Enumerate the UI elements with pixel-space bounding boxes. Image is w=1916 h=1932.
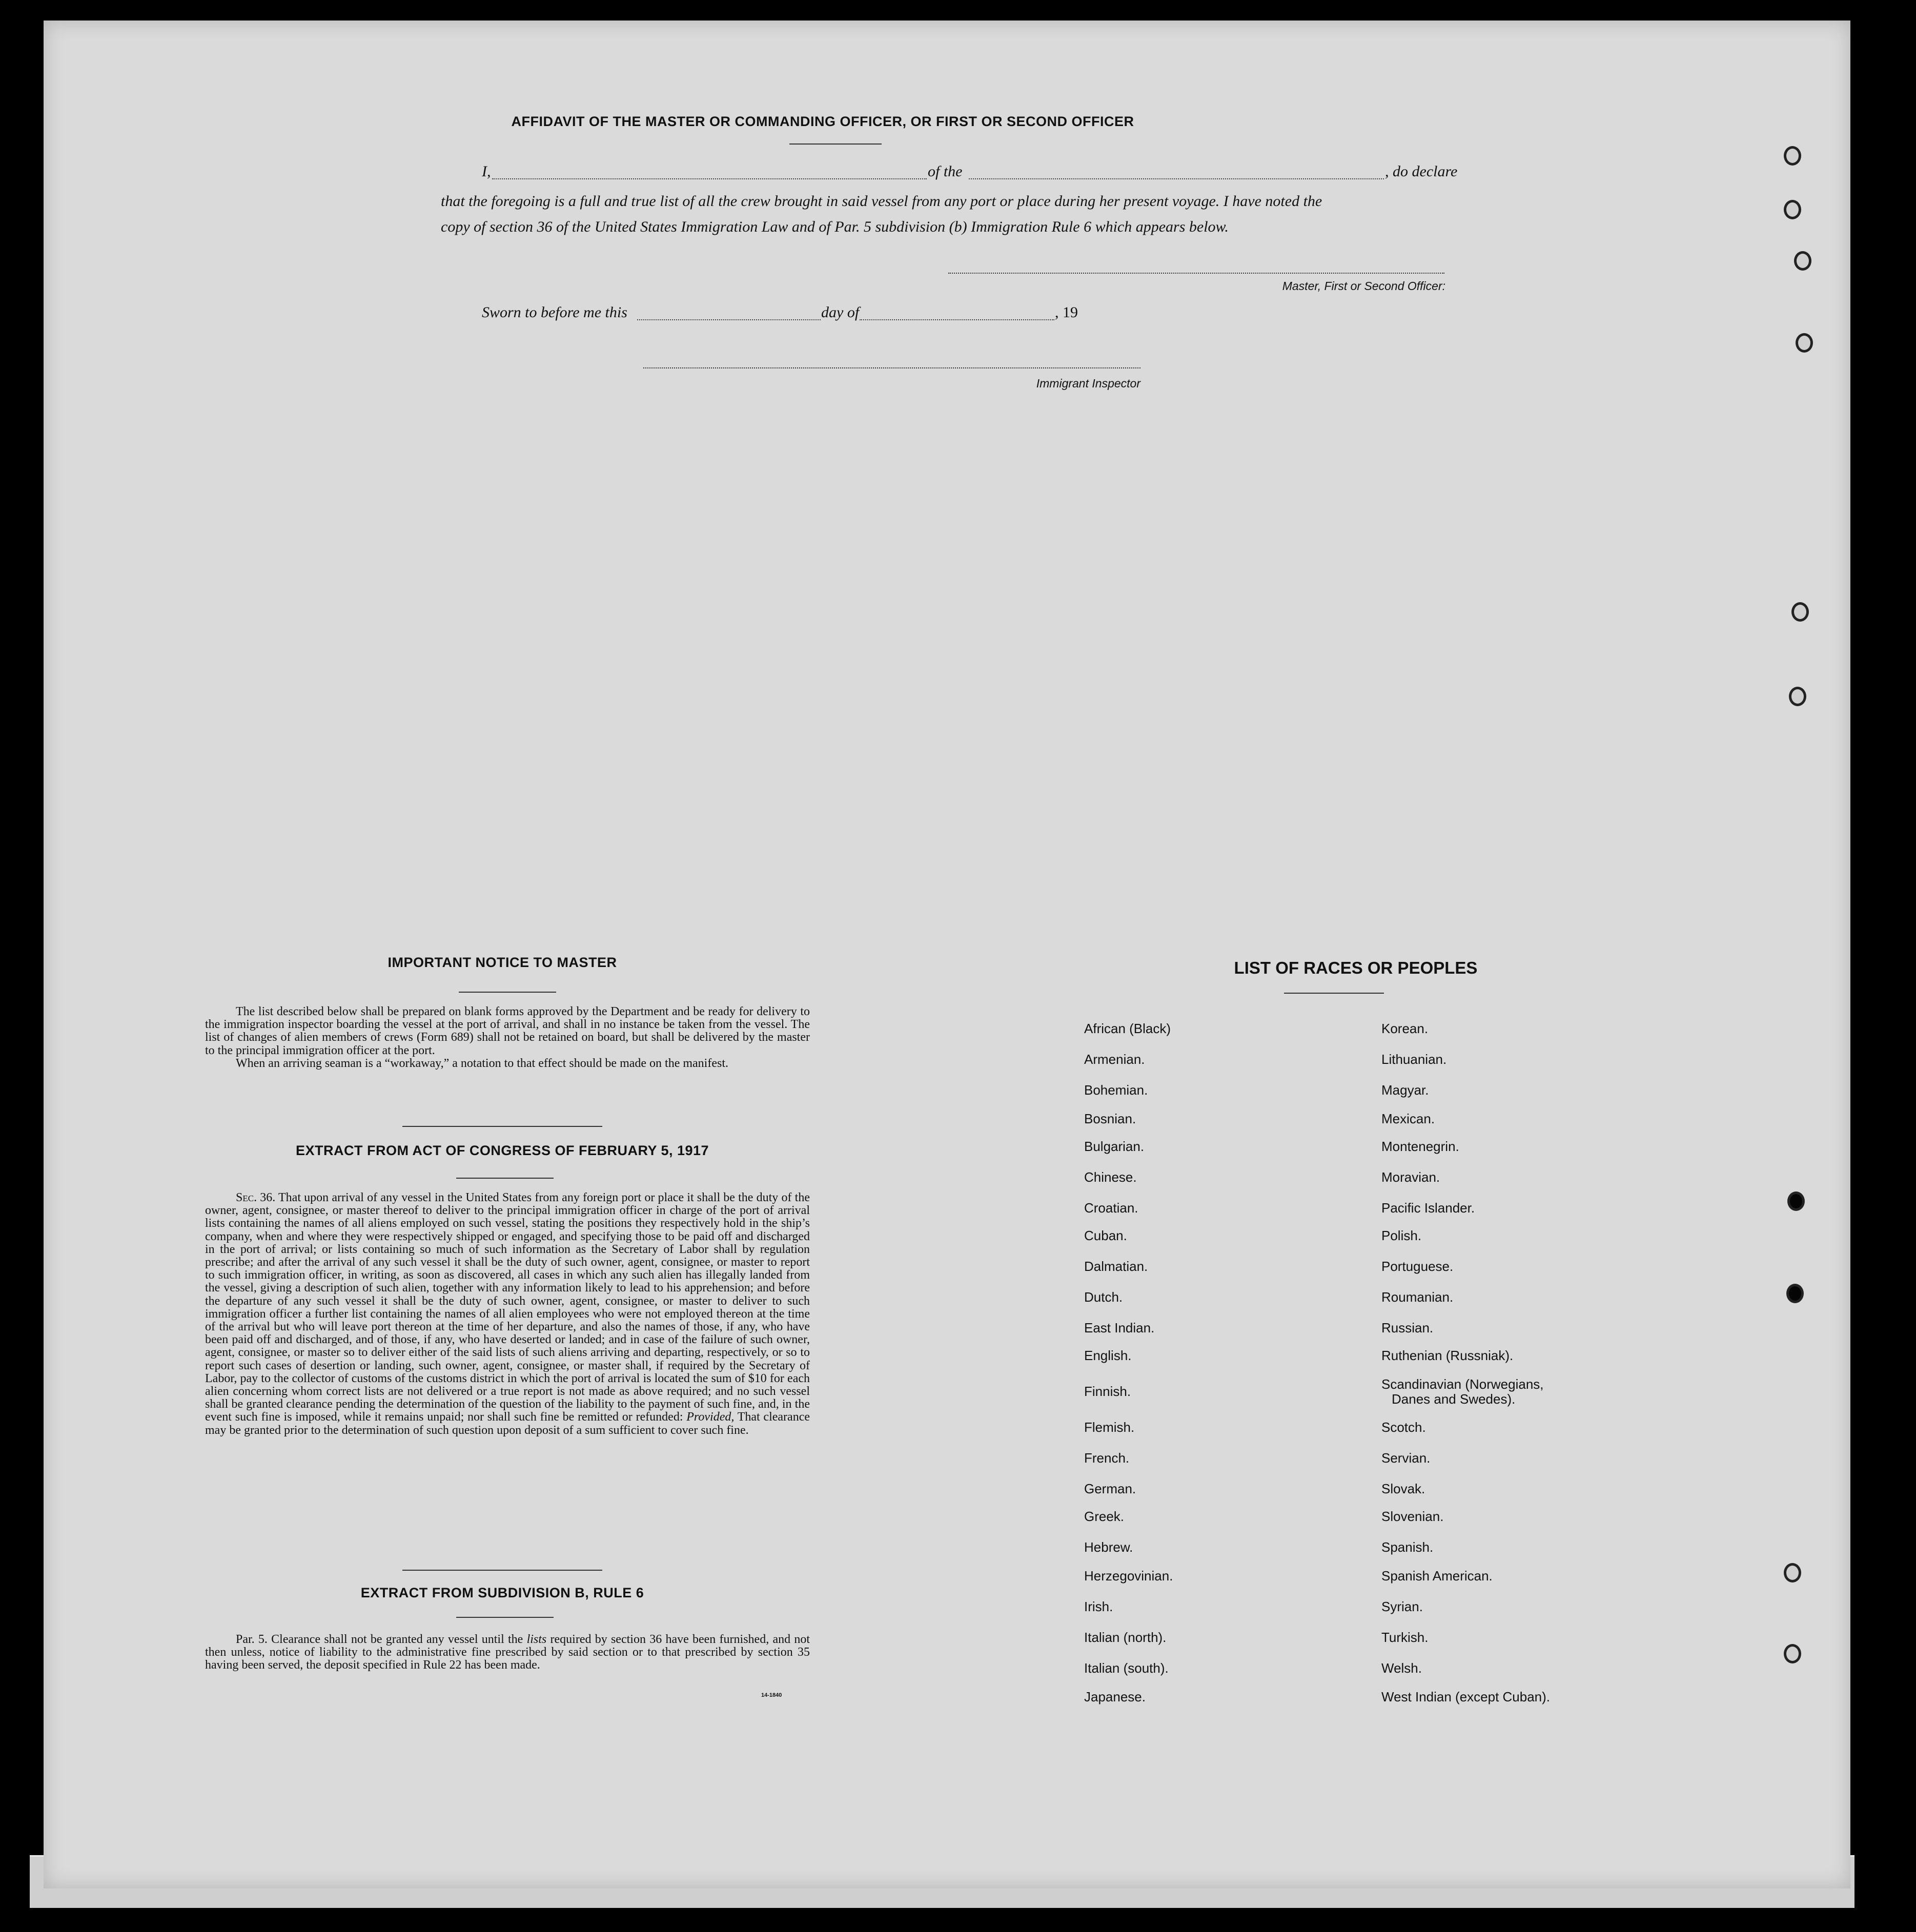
race-item: Mexican.: [1381, 1111, 1435, 1126]
race-item: African (Black): [1084, 1021, 1171, 1036]
title-underline: [789, 143, 882, 145]
notice-paragraph-2: When an arriving seaman is a “workaway,” a notation to that effect should be made on the manifest.: [236, 1056, 728, 1070]
race-item: East Indian.: [1084, 1320, 1155, 1335]
binder-hole: [1794, 251, 1811, 271]
sworn-label: Sworn to before me this: [482, 304, 627, 321]
binder-hole: [1784, 1563, 1801, 1582]
lists-word: lists: [526, 1633, 547, 1646]
rule-extract-title: EXTRACT FROM SUBDIVISION B, RULE 6: [360, 1585, 644, 1600]
race-item: Slovak.: [1381, 1481, 1425, 1496]
race-item: Magyar.: [1381, 1082, 1429, 1098]
sworn-day-field[interactable]: [637, 319, 821, 320]
section-36-end: That clearance may be granted prior to the determination of such question upon deposit of a sum sufficient to cover such fine.: [205, 1410, 810, 1437]
race-item: German.: [1084, 1481, 1136, 1496]
notice-title-underline: [459, 992, 556, 993]
race-item: Moravian.: [1381, 1169, 1440, 1185]
rule-extract-body: [205, 1633, 810, 1672]
statement-line-2: copy of section 36 of the United States Immigration Law and of Par. 5 subdivision (b) Immigration Rule 6 which appears below.: [441, 218, 1229, 235]
race-item: Polish.: [1381, 1228, 1422, 1243]
vessel-name-field[interactable]: [969, 178, 1384, 179]
sworn-month-field[interactable]: [860, 319, 1054, 320]
notice-paragraph-1: The list described below shall be prepared on blank forms approved by the Department and be ready for delivery to the immigration inspector boarding the vessel at the port of arrival, and shall in no instance be taken from the vessel. The list of changes of alien members of crews (Form 689) shall not be retained on board, but shall be delivered by the master to the principal immigration officer at the port.: [205, 1005, 810, 1057]
binder-hole: [1791, 602, 1809, 622]
races-title: LIST OF RACES OR PEOPLES: [1234, 958, 1478, 977]
declarant-line: [482, 163, 1497, 183]
race-item: Cuban.: [1084, 1228, 1127, 1243]
race-item: Italian (north).: [1084, 1630, 1167, 1645]
affidavit-statement: [441, 189, 1497, 240]
race-item: Bulgarian.: [1084, 1139, 1145, 1154]
binder-hole: [1786, 1284, 1804, 1303]
race-item: West Indian (except Cuban).: [1381, 1689, 1551, 1704]
race-item: Ruthenian (Russniak).: [1381, 1348, 1514, 1363]
binder-hole: [1784, 200, 1801, 219]
rule-title-underline: [456, 1617, 554, 1618]
race-item: Italian (south).: [1084, 1660, 1169, 1676]
statement-line-1: that the foregoing is a full and true list of all the crew brought in said vessel from any port or place during her present voyage. I have noted the: [441, 193, 1322, 210]
race-item: Irish.: [1084, 1599, 1113, 1614]
binder-hole: [1787, 1191, 1805, 1211]
year-label: , 19: [1055, 304, 1078, 321]
race-item: French.: [1084, 1450, 1130, 1466]
day-of-label: day of: [821, 304, 860, 321]
race-item: Greek.: [1084, 1509, 1125, 1524]
race-item: Japanese.: [1084, 1689, 1146, 1704]
notice-title: IMPORTANT NOTICE TO MASTER: [388, 955, 617, 970]
race-item: Bosnian.: [1084, 1111, 1136, 1126]
document-page: [44, 20, 1850, 1888]
race-item: Pacific Islander.: [1381, 1200, 1475, 1216]
act-title-underline: [456, 1178, 554, 1179]
race-item: Dutch.: [1084, 1289, 1123, 1305]
inspector-caption: Immigrant Inspector: [1036, 377, 1140, 390]
race-item: Chinese.: [1084, 1169, 1137, 1185]
sworn-line: [482, 304, 1148, 324]
binder-hole: [1789, 687, 1806, 706]
binder-hole: [1796, 333, 1813, 353]
race-item: Russian.: [1381, 1320, 1434, 1335]
master-signature-line[interactable]: [948, 273, 1444, 274]
declarant-name-field[interactable]: [492, 178, 927, 179]
section-label: Sec. 36.: [236, 1191, 276, 1204]
race-item: Herzegovinian.: [1084, 1568, 1173, 1584]
section-36-text: [205, 1191, 810, 1437]
par-5-text: [205, 1633, 810, 1672]
form-number: 14-1840: [761, 1692, 782, 1698]
race-item: Welsh.: [1381, 1660, 1422, 1676]
race-item: Turkish.: [1381, 1630, 1429, 1645]
race-item: Dalmatian.: [1084, 1259, 1148, 1274]
race-item: Syrian.: [1381, 1599, 1423, 1614]
binder-hole: [1784, 1644, 1801, 1663]
race-item: Armenian.: [1084, 1052, 1145, 1067]
race-item: Montenegrin.: [1381, 1139, 1459, 1154]
provided-word: Provided,: [686, 1410, 735, 1424]
race-item: Danes and Swedes).: [1392, 1391, 1516, 1407]
race-item: Slovenian.: [1381, 1509, 1444, 1524]
race-item: Spanish American.: [1381, 1568, 1493, 1584]
race-item: Servian.: [1381, 1450, 1431, 1466]
races-title-underline: [1284, 993, 1384, 994]
race-item: Hebrew.: [1084, 1539, 1133, 1555]
race-item: English.: [1084, 1348, 1132, 1363]
race-item: Spanish.: [1381, 1539, 1434, 1555]
act-extract-body: [205, 1191, 810, 1437]
race-item: Scandinavian (Norwegians,: [1381, 1376, 1544, 1392]
of-the-label: of the: [928, 163, 963, 180]
race-item: Lithuanian.: [1381, 1052, 1447, 1067]
do-declare-label: , do declare: [1385, 163, 1458, 180]
section-divider: [402, 1126, 602, 1127]
race-item: Scotch.: [1381, 1420, 1426, 1435]
race-item: Bohemian.: [1084, 1082, 1148, 1098]
race-item: Portuguese.: [1381, 1259, 1454, 1274]
par-5-end: required by section 36 have been furnished, and not then unless, notice of liability to the administrative fine prescribed by said section or to that prescribed by section 35 having been served, the deposit specified in Rule 22 has been made.: [205, 1633, 810, 1672]
race-item: Croatian.: [1084, 1200, 1138, 1216]
par-5-start: Par. 5. Clearance shall not be granted any vessel until the: [236, 1633, 523, 1646]
affidavit-title: AFFIDAVIT OF THE MASTER OR COMMANDING OFFICER, OR FIRST OR SECOND OFFICER: [511, 114, 1134, 129]
race-item: Finnish.: [1084, 1384, 1131, 1399]
race-item: Flemish.: [1084, 1420, 1135, 1435]
master-signature-caption: Master, First or Second Officer:: [1282, 279, 1445, 293]
race-item: Korean.: [1381, 1021, 1429, 1036]
race-item: Roumanian.: [1381, 1289, 1454, 1305]
act-extract-title: EXTRACT FROM ACT OF CONGRESS OF FEBRUARY 5, 1917: [295, 1143, 709, 1158]
section-36-main: That upon arrival of any vessel in the United States from any foreign port or place it shall be the duty of the owner, agent, consignee, or master thereof to deliver to the principal immigration officer in charge of the port of arrival lists containing the names of all aliens employed on such vessel, stating the positions they respectively hold in the ship’s company, when and where they were respectively shipped or engaged, and specifying those to be paid off and discharged in the port of arrival; or lists containing so much of such information as the Secretary of Labor shall by regulation prescribe; and after the arrival of any such vessel it shall be the duty of such owner, agent, consignee, or master to report to such immigration officer, in writing, as soon as discovered, all cases in which any such alien has illegally landed from the vessel, giving a description of such alien, together with any information likely to lead to his apprehension; and before the departure of any such vessel it shall be the duty of such owner, agent, consignee, or master to deliver to such immigration officer a further list containing the names of all alien employees who were not employed thereon at the time of the arrival but who will leave port thereon at the time of her departure, and also the names of those, if any, who have been paid off and discharged, and of those, if any, who have deserted or landed; and in case of the failure of such owner, agent, consignee, or master so to deliver either of the said lists of such aliens arriving and departing, respectively, or so to report such cases of desertion or landing, such owner, agent, consignee, or master shall, if required by the Secretary of Labor, pay to the collector of customs of the customs district in which the port of arrival is located the sum of $10 for each alien concerning whom correct lists are not delivered or a true report is not made as above required; and no such vessel shall be granted clearance pending the determination of the question of the liability to the payment of such fine, and, in the event such fine is imposed, while it remains unpaid; nor shall such fine be remitted or refunded:: [205, 1191, 810, 1424]
inspector-signature-line[interactable]: [643, 367, 1140, 368]
notice-body: [205, 1005, 810, 1070]
binder-hole: [1784, 146, 1801, 166]
section-divider: [402, 1570, 602, 1571]
i-label: I,: [482, 163, 491, 180]
